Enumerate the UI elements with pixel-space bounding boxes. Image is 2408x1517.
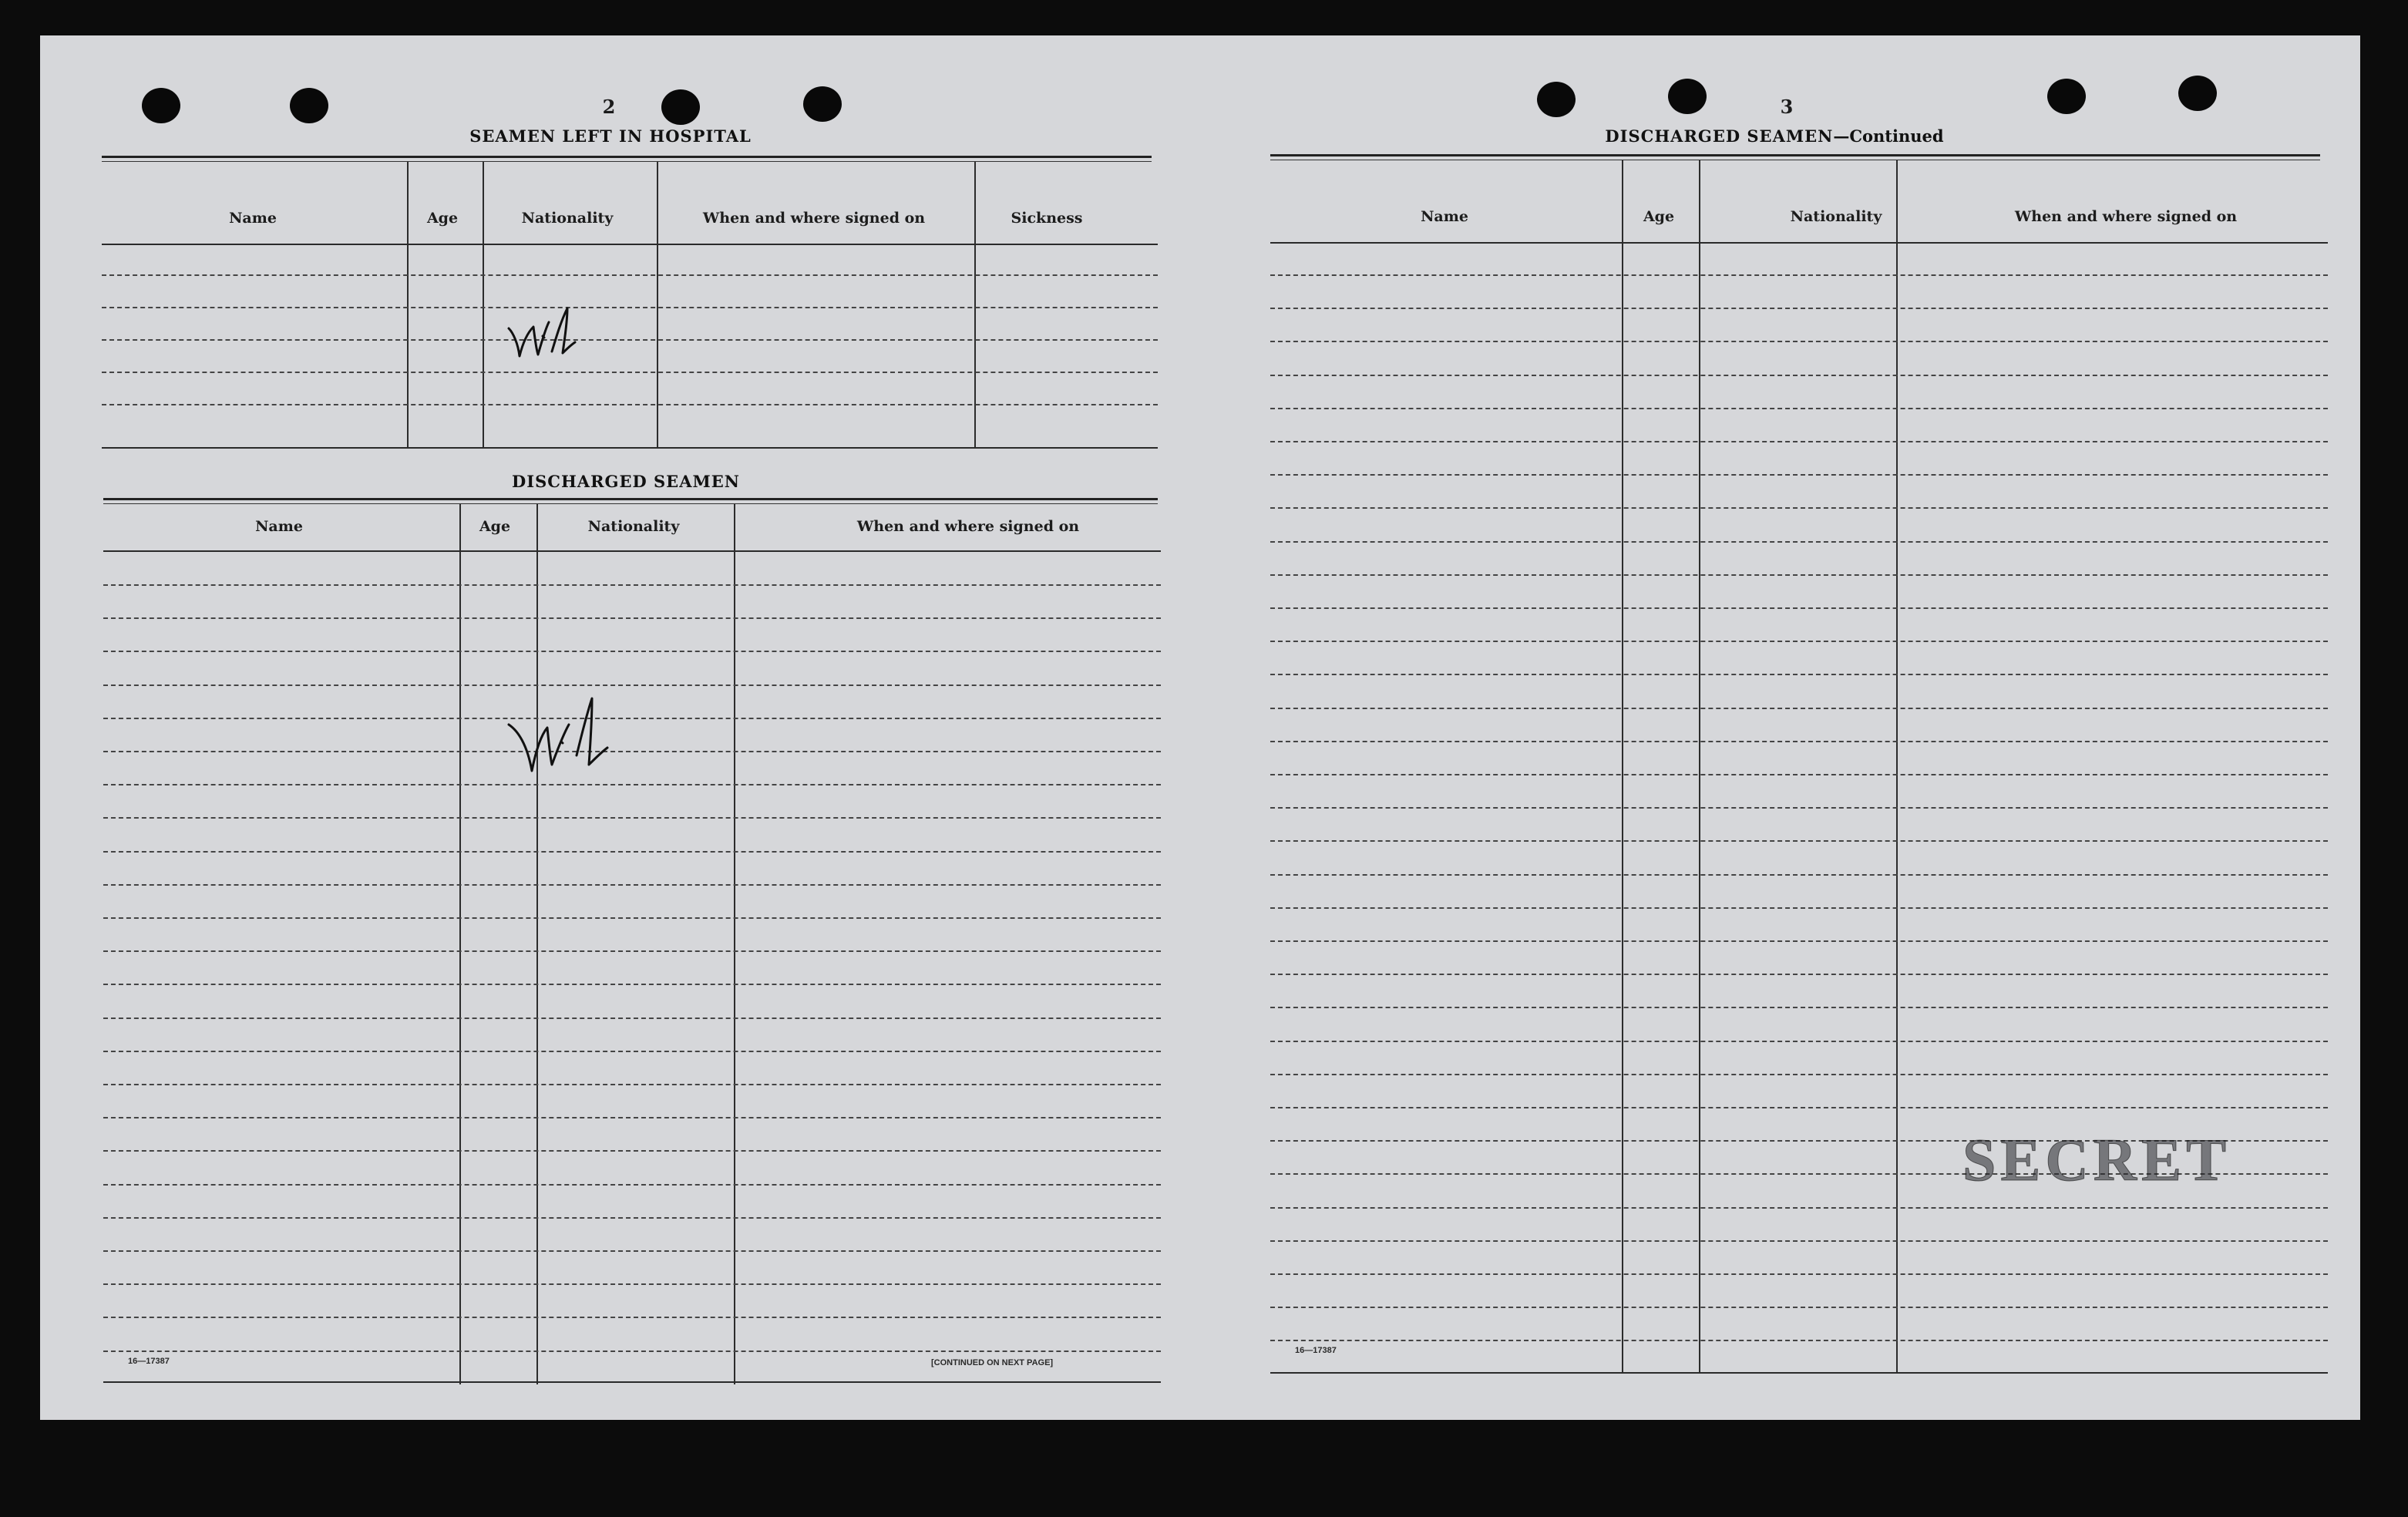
table-row — [103, 1084, 1161, 1085]
form-number-left: 16—17387 — [128, 1357, 170, 1366]
header-rule — [103, 550, 1161, 552]
table-row — [1270, 874, 2328, 876]
column-header-signed-on: When and where signed on — [856, 518, 1080, 535]
table-row — [103, 617, 1161, 619]
column-divider — [483, 162, 484, 449]
table-row — [1270, 474, 2328, 476]
section-title-hospital: SEAMEN LEFT IN HOSPITAL — [469, 126, 752, 146]
table-row — [103, 784, 1161, 785]
section-title-suffix: —Continued — [1833, 126, 1944, 146]
table-row — [1270, 807, 2328, 809]
column-header-age: Age — [426, 210, 459, 227]
section-title-discharged-continued — [1605, 126, 1943, 146]
column-divider — [407, 162, 409, 449]
table-row — [103, 584, 1161, 586]
page-number-right: 3 — [1780, 96, 1794, 118]
table-row — [1270, 1007, 2328, 1008]
table-row — [102, 372, 1158, 373]
table-row — [103, 1217, 1161, 1219]
column-divider — [734, 504, 735, 1384]
table-row — [102, 274, 1158, 276]
table-row — [103, 851, 1161, 853]
table-row — [103, 884, 1161, 886]
table-row — [1270, 1207, 2328, 1209]
table-row — [1270, 507, 2328, 509]
punch-hole — [142, 88, 180, 123]
handwritten-nil-mark — [504, 694, 620, 779]
table-bottom-rule — [102, 447, 1158, 449]
double-rule — [103, 498, 1158, 504]
table-row — [103, 1250, 1161, 1252]
table-row — [1270, 574, 2328, 576]
column-header-age: Age — [1643, 208, 1675, 225]
table-row — [1270, 1340, 2328, 1341]
table-row — [1270, 375, 2328, 376]
hospital-table — [102, 162, 1158, 449]
table-row — [1270, 840, 2328, 842]
column-divider — [974, 162, 976, 449]
header-rule — [1270, 242, 2328, 244]
table-row — [103, 984, 1161, 985]
punch-hole — [290, 88, 328, 123]
table-row — [1270, 1074, 2328, 1075]
continued-note: [CONTINUED ON NEXT PAGE] — [931, 1358, 1054, 1367]
table-row — [1270, 1307, 2328, 1308]
table-row — [103, 751, 1161, 752]
table-row — [1270, 607, 2328, 609]
handwritten-nil-mark — [503, 305, 587, 367]
table-row — [103, 1051, 1161, 1052]
table-row — [103, 718, 1161, 719]
punch-hole — [2178, 76, 2217, 111]
table-row — [103, 1184, 1161, 1186]
table-row — [1270, 974, 2328, 975]
table-row — [103, 684, 1161, 686]
table-bottom-rule — [1270, 1372, 2328, 1374]
header-rule — [102, 244, 1158, 245]
form-number-right: 16—17387 — [1295, 1346, 1337, 1355]
table-bottom-rule — [103, 1381, 1161, 1383]
table-row — [1270, 308, 2328, 309]
column-divider — [536, 504, 538, 1384]
table-row — [1270, 641, 2328, 642]
table-row — [102, 307, 1158, 308]
punch-hole — [1537, 82, 1576, 117]
page-number-left: 2 — [602, 96, 616, 118]
table-row — [1270, 274, 2328, 276]
punch-hole — [1668, 79, 1707, 114]
column-header-sickness: Sickness — [1011, 210, 1083, 227]
section-title-text: DISCHARGED SEAMEN — [1605, 126, 1834, 146]
table-row — [1270, 907, 2328, 909]
column-header-age: Age — [479, 518, 511, 535]
discharged-table-left — [103, 504, 1161, 1384]
table-row — [1270, 741, 2328, 742]
table-row — [1270, 341, 2328, 342]
table-row — [1270, 774, 2328, 775]
double-rule — [1270, 154, 2320, 160]
punch-hole — [803, 86, 842, 122]
table-row — [1270, 1273, 2328, 1275]
table-row — [1270, 541, 2328, 543]
table-row — [103, 1117, 1161, 1118]
table-row — [1270, 1240, 2328, 1242]
table-row — [102, 339, 1158, 341]
table-row — [1270, 408, 2328, 409]
table-row — [1270, 940, 2328, 942]
column-divider — [657, 162, 658, 449]
table-row — [103, 950, 1161, 952]
table-row — [103, 817, 1161, 819]
column-header-nationality: Nationality — [521, 210, 614, 227]
column-header-nationality: Nationality — [587, 518, 680, 535]
double-rule — [102, 156, 1152, 162]
column-header-signed-on: When and where signed on — [2014, 208, 2238, 225]
punch-hole — [2047, 79, 2086, 114]
table-row — [1270, 1107, 2328, 1108]
table-row — [1270, 708, 2328, 709]
table-row — [103, 1317, 1161, 1318]
table-row — [103, 1283, 1161, 1285]
table-row — [103, 651, 1161, 652]
column-header-name: Name — [229, 210, 277, 227]
table-row — [103, 917, 1161, 919]
discharged-table-right — [1270, 160, 2328, 1377]
section-title-discharged: DISCHARGED SEAMEN — [512, 472, 740, 491]
column-header-signed-on: When and where signed on — [702, 210, 926, 227]
table-row — [1270, 1041, 2328, 1042]
table-row — [1270, 674, 2328, 675]
table-row — [1270, 441, 2328, 442]
column-header-name: Name — [1421, 208, 1468, 225]
table-row — [102, 404, 1158, 405]
column-divider — [459, 504, 461, 1384]
column-header-nationality: Nationality — [1790, 208, 1882, 225]
punch-hole — [661, 89, 700, 125]
secret-stamp: SECRET — [1962, 1126, 2231, 1193]
scanned-document — [40, 35, 2360, 1420]
column-header-name: Name — [255, 518, 303, 535]
table-row — [103, 1350, 1161, 1352]
table-row — [103, 1018, 1161, 1019]
table-row — [103, 1150, 1161, 1152]
